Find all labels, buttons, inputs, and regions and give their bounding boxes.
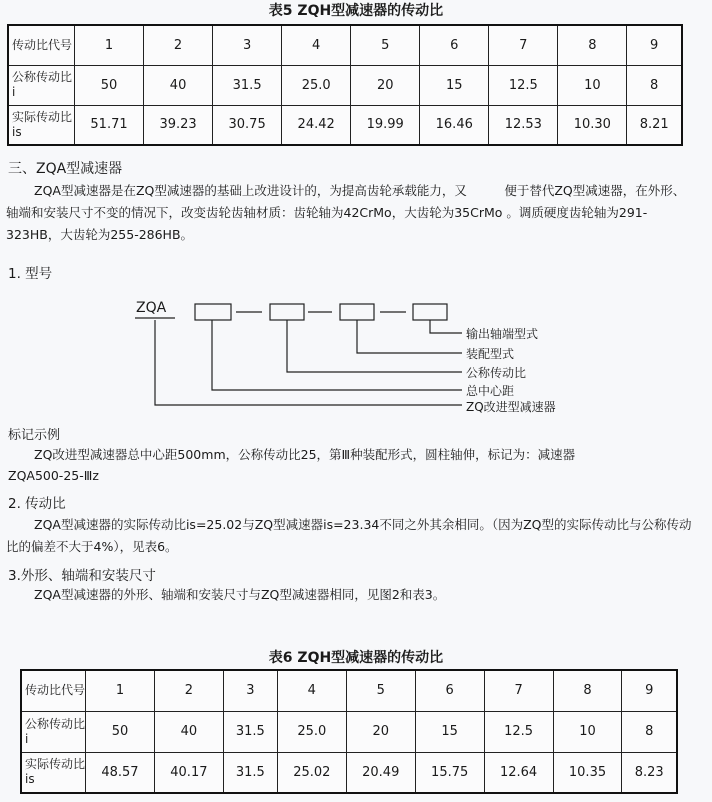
table-cell: 25.0 — [277, 711, 346, 752]
label-zq-improved: ZQ改进型减速器 — [466, 400, 556, 414]
table-cell: 8 — [622, 711, 677, 752]
section-heading: 三、ZQA型减速器 — [8, 161, 123, 177]
example-heading: 标记示例 — [8, 428, 61, 443]
table-cell: 15 — [415, 711, 484, 752]
label-center-distance: 总中心距 — [466, 384, 515, 398]
ratio-text: ZQA型减速器的实际传动比is=25.02与ZQ型减速器is=23.34不同之外其余相同。（因为ZQ型的实际传动比与公称传动比的偏差不大于4%），见表6。 — [6, 517, 692, 554]
row-label: 传动比代号 — [21, 670, 86, 711]
table-cell: 12.5 — [484, 711, 553, 752]
ratio-heading: 2. 传动比 — [8, 496, 66, 512]
table-cell: 6 — [420, 25, 489, 65]
table-cell: 19.99 — [351, 105, 420, 145]
table-cell: 31.5 — [223, 752, 277, 793]
table-cell: 50 — [75, 65, 144, 105]
table-cell: 8.23 — [622, 752, 677, 793]
table-cell: 51.71 — [75, 105, 144, 145]
table-cell: 31.5 — [223, 711, 277, 752]
example-code: ZQA500-25-Ⅲz — [8, 468, 99, 483]
dims-heading: 3.外形、轴端和安装尺寸 — [8, 568, 156, 584]
table-cell: 8.21 — [627, 105, 682, 145]
table-cell: 2 — [154, 670, 223, 711]
table-cell: 10.35 — [553, 752, 622, 793]
table-cell: 20 — [346, 711, 415, 752]
table-cell: 3 — [223, 670, 277, 711]
dims-text: ZQA型减速器的外形、轴端和安装尺寸与ZQ型减速器相同，见图2和表3。 — [34, 587, 446, 602]
table-cell: 12.5 — [489, 65, 558, 105]
table-cell: 39.23 — [144, 105, 213, 145]
table-cell: 8 — [553, 670, 622, 711]
table-cell: 10 — [553, 711, 622, 752]
table-cell: 20.49 — [346, 752, 415, 793]
example-text: ZQ改进型减速器总中心距500mm，公称传动比25，第Ⅲ种装配形式，圆柱轴伸，标记为：减速器 — [34, 447, 576, 462]
table-cell: 6 — [415, 670, 484, 711]
table-row — [21, 752, 677, 793]
table5-caption: 表5 ZQH型减速器的传动比 — [268, 3, 444, 19]
table-cell: 31.5 — [213, 65, 282, 105]
row-label: 实际传动比is — [21, 752, 86, 793]
table-cell: 4 — [277, 670, 346, 711]
table-cell: 12.64 — [484, 752, 553, 793]
code-box-1 — [195, 304, 231, 320]
table-cell: 30.75 — [213, 105, 282, 145]
table-cell: 48.57 — [86, 752, 155, 793]
label-assembly: 装配型式 — [466, 347, 515, 361]
row-label: 实际传动比 is — [8, 105, 75, 145]
table-cell: 3 — [213, 25, 282, 65]
table-cell: 4 — [282, 25, 351, 65]
table-cell: 25.02 — [277, 752, 346, 793]
table-cell: 9 — [627, 25, 682, 65]
code-box-2 — [270, 304, 304, 320]
table-cell: 10.30 — [558, 105, 627, 145]
code-box-4 — [413, 304, 447, 320]
table-cell: 5 — [346, 670, 415, 711]
table-cell: 7 — [489, 25, 558, 65]
table-cell: 1 — [75, 25, 144, 65]
table-cell: 24.42 — [282, 105, 351, 145]
row-label: 公称传动比 i — [8, 65, 75, 105]
table-row — [21, 670, 677, 711]
table-cell: 8 — [627, 65, 682, 105]
table-cell: 12.53 — [489, 105, 558, 145]
model-heading: 1. 型号 — [8, 266, 53, 282]
table-cell: 10 — [558, 65, 627, 105]
table-cell: 7 — [484, 670, 553, 711]
model-prefix: ZQA — [136, 300, 167, 316]
table-cell: 50 — [86, 711, 155, 752]
row-label: 传动比代号 — [8, 25, 75, 65]
table-cell: 20 — [351, 65, 420, 105]
code-box-3 — [340, 304, 374, 320]
table-cell: 1 — [86, 670, 155, 711]
label-nominal-ratio: 公称传动比 — [466, 366, 527, 380]
label-output-shaft: 输出轴端型式 — [466, 327, 539, 341]
table-cell: 8 — [558, 25, 627, 65]
table6 — [20, 669, 678, 794]
table-cell: 15.75 — [415, 752, 484, 793]
table-cell: 5 — [351, 25, 420, 65]
row-label: 公称传动比i — [21, 711, 86, 752]
table-cell: 2 — [144, 25, 213, 65]
table-row — [21, 711, 677, 752]
table-cell: 25.0 — [282, 65, 351, 105]
table6-caption: 表6 ZQH型减速器的传动比 — [268, 650, 444, 666]
table-cell: 40 — [154, 711, 223, 752]
table-cell: 15 — [420, 65, 489, 105]
table-cell: 9 — [622, 670, 677, 711]
table-cell: 40.17 — [154, 752, 223, 793]
section-intro: ZQA型减速器是在ZQ型减速器的基础上改进设计的，为提高齿轮承载能力，又 便于替代ZQ型减速器，在外形、轴端和安装尺寸不变的情况下，改变齿轮齿轴材质：齿轮轴为42CrMo，大齿轮为35CrMo 。调质硬度齿轮轴为291-323HB，大齿轮为255-286HB。 — [6, 183, 686, 242]
table-cell: 16.46 — [420, 105, 489, 145]
table-cell: 40 — [144, 65, 213, 105]
